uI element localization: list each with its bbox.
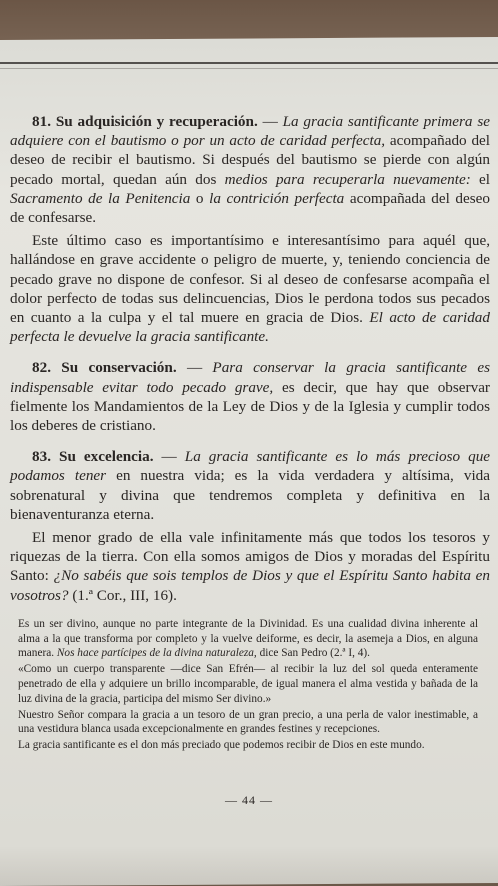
page-content xyxy=(10,112,490,754)
section-number: 83. xyxy=(32,448,51,466)
page-shadow xyxy=(0,846,498,886)
section-heading: Su excelencia. xyxy=(59,448,154,466)
note-4: La gracia santificante es el don más preciado que podemos recibir de Dios en este mundo. xyxy=(18,739,425,752)
section-81-paragraph-2: Este último caso es importantísimo e interesantísimo para aquél que, hallándose en grave accidente o peligro de muerte, y, teniendo conciencia de pecado grave no dispone de confesor. Si al deseo de confesarse acompaña el dolor perfecto de todas sus delincuencias, Dios le perdona todos sus pecados en cuanto a la culpa y el tal muere en gracia de Dios. El acto de caridad perfecta le devuelve la gracia santificante. xyxy=(10,232,490,346)
section-83-paragraph-1: 83. Su excelencia. — La gracia santificante es lo más precioso que podamos tener en nuestra vida; es la vida verdadera y altísima, vida sobrenatural y divina que tendremos completa y definitiva en la bienaventuranza eterna. xyxy=(10,448,491,523)
section-number: 82. xyxy=(32,359,51,377)
page-number: — 44 — xyxy=(225,793,273,807)
top-rule xyxy=(0,62,498,64)
section-heading: Su conservación. xyxy=(61,359,177,377)
section-heading: Su adquisición y recuperación. xyxy=(55,113,258,130)
note-2: «Como un cuerpo transparente —dice San Efrén— al recibir la luz del sol queda enteramente penetrado de ella y adquiere un brillo incomparable, de igual manera el alma vestida y bañada de la luz divina de la gracia, participa del mismo Ser divino.» xyxy=(18,663,478,705)
top-rule-secondary xyxy=(0,68,498,69)
section-82-paragraph-1: 82. Su conservación. — Para conservar la gracia santificante es indispensable evitar todo pecado grave, es decir, que hay que observar fielmente los Mandamientos de la Ley de Dios y de la Iglesia y cumplir todos los deberes de cristiano. xyxy=(10,359,490,435)
note-1: Es un ser divino, aunque no parte integrante de la Divinidad. Es una cualidad divina inherente al alma a la que transforma por completo y la vuelve deiforme, es decir, la asemeja a Dios, en alguna manera. Nos hace partícipes de la divina naturaleza, dice San Pedro (2.ª I, 4). xyxy=(18,617,478,660)
section-81-paragraph-1: 81. Su adquisición y recuperación. — La gracia santificante primera se adquiere con el bautismo o por un acto de caridad perfecta, acompañado del deseo de recibir el bautismo. Si después del bautismo se pierde con algún pecado mortal, quedan aún dos medios para recuperarla nuevamente: el Sacramento de la Penitencia o la contrición perfecta acompañada del deseo de confesarse. xyxy=(10,113,491,227)
section-83-paragraph-2: El menor grado de ella vale infinitamente más que todos los tesoros y riquezas de la tierra. Con ella somos amigos de Dios y moradas del Espíritu Santo: ¿No sabéis que sois templos de Dios y que el Espíritu Santo habita en vosotros? (1.ª Cor., III, 16). xyxy=(10,529,490,604)
note-3: Nuestro Señor compara la gracia a un tesoro de un gran precio, a una perla de valor inestimable, a una vestidura blanca usada excepcionalmente en grandes festines y recepciones. xyxy=(18,708,478,736)
section-number: 81. xyxy=(32,113,51,130)
notes-block xyxy=(10,617,490,753)
